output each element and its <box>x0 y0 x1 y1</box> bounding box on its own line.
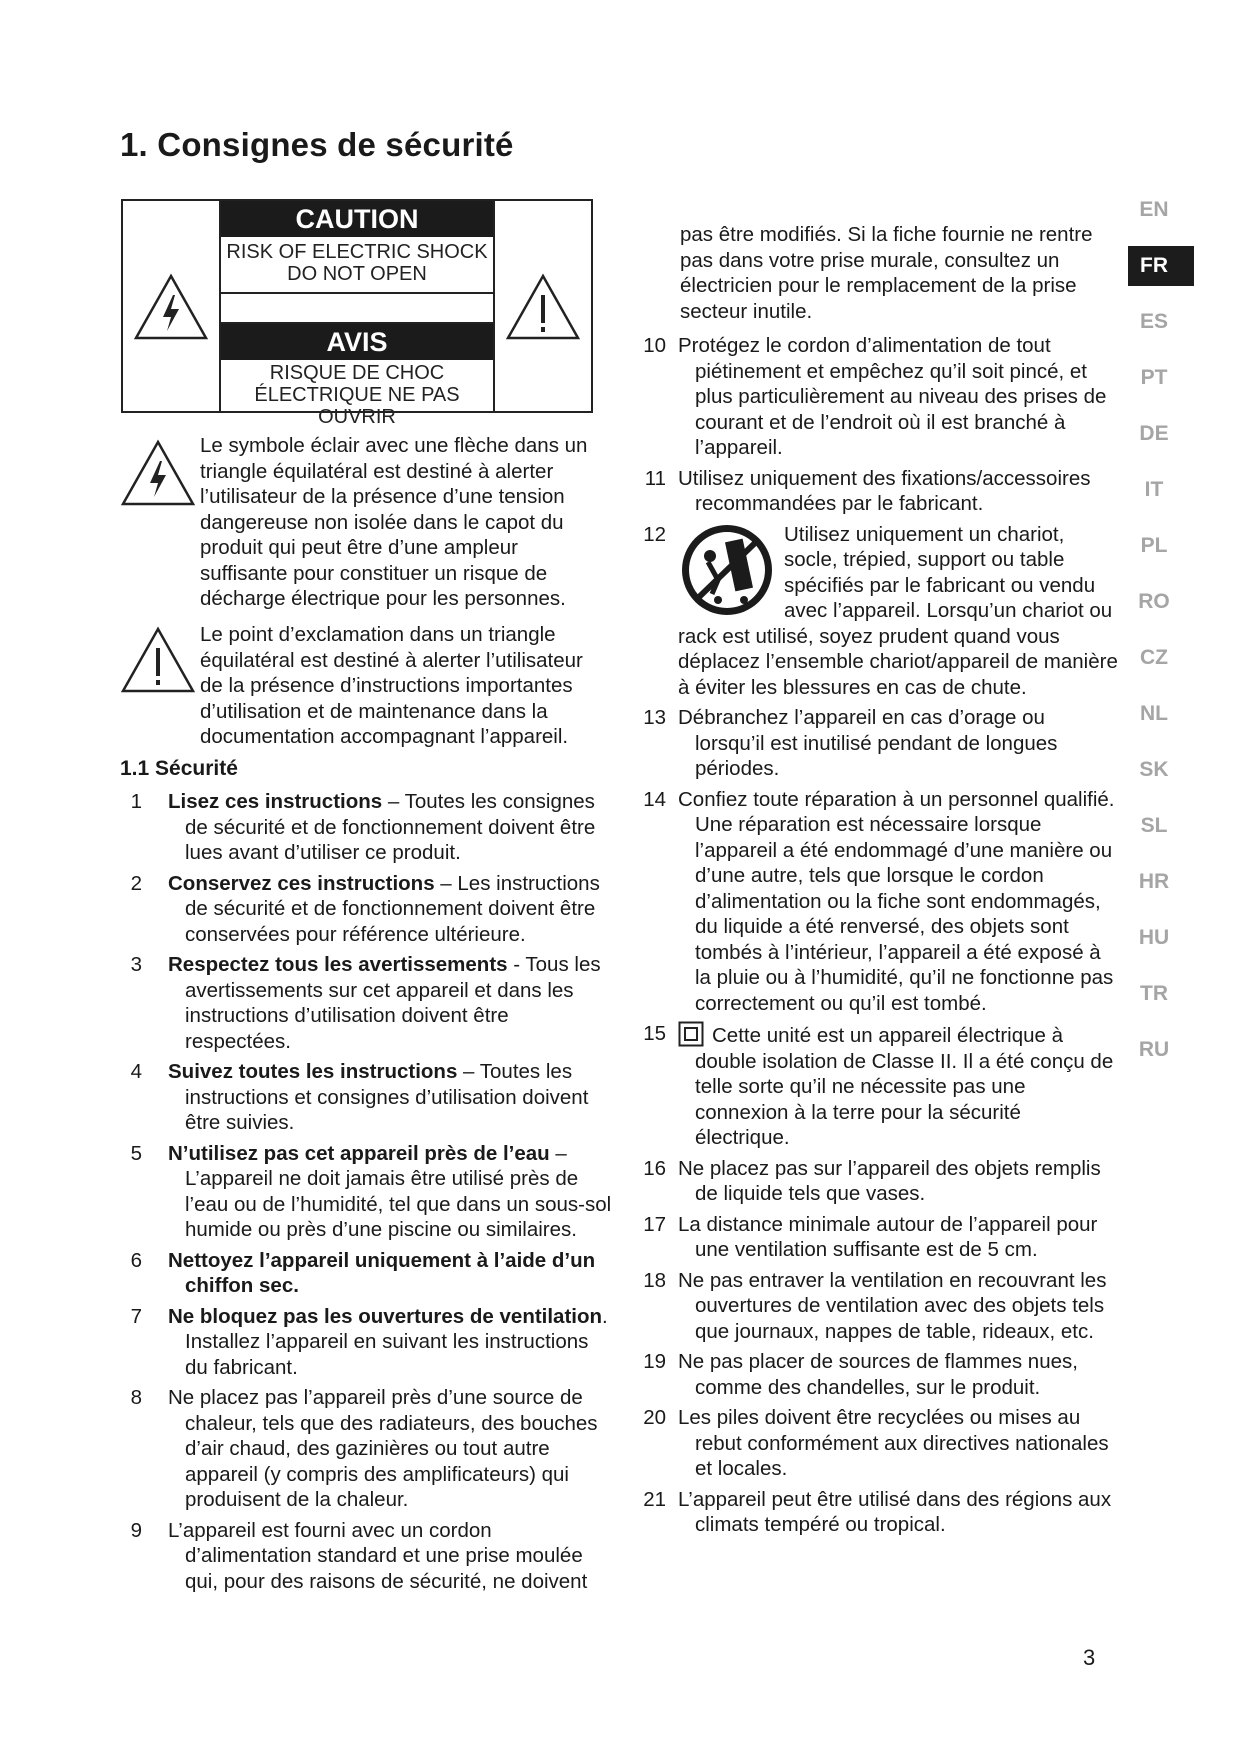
exclamation-triangle-icon <box>120 626 196 694</box>
list-item: 13 Débranchez l’appareil en cas d’orage ou lorsqu’il est inutilisé pendant de longues périodes. <box>643 706 1058 780</box>
list-item: 14 Confiez toute réparation à un personnel qualifié. Une réparation est nécessaire lorsque l’appareil a été endommagé d’une manière ou d’une autre, tels que lorsque le cordon d’alimentation ou la fiche sont endommagés, du liquide a été renversé, des objets sont tombés à l’intérieur, l’appareil a été exposé à la pluie ou à l’humidité, qu’il ne fonctionne pas correctement ou qu’il est tombé. <box>643 787 1115 1015</box>
caution-label-box <box>121 199 593 428</box>
list-item: 8 Ne placez pas l’appareil près d’une source de chaleur, tels que des radiateurs, des bouches d’air chaud, des gazinières ou tout autre appareil (y compris des amplificateurs) qui produisent de la chaleur. <box>130 1386 598 1511</box>
tab-lang-hu[interactable]: HU <box>1138 926 1170 949</box>
list-item: 5 N’utilisez pas cet appareil près de l’eau – L’appareil ne doit jamais être utilisé près de l’eau ou de l’humidité, tel que dans un sous-sol humide ou près d’une piscine ou similaires. <box>130 1141 612 1241</box>
tab-lang-ru[interactable]: RU <box>1138 1038 1170 1061</box>
tab-lang-tr[interactable]: TR <box>1140 982 1168 1005</box>
list-item: 12 Utilisez uniquement un chariot, socle, trépied, support ou table spécifiés par le fabricant ou vendu avec l’appareil. Lorsqu’un chariot ou rack est utilisé, soyez prudent quand vous déplacez l’ensemble chariot/appareil de manière à éviter les blessures en cas de chute. <box>643 522 1118 699</box>
tab-lang-es[interactable]: ES <box>1139 310 1168 333</box>
double-insulation-icon <box>678 1021 704 1047</box>
tab-lang-pt[interactable]: PT <box>1140 366 1168 389</box>
list-item: 20 Les piles doivent être recyclées ou mises au rebut conformément aux directives nationales et locales. <box>643 1406 1109 1480</box>
tab-lang-en[interactable]: EN <box>1139 198 1169 221</box>
list-item: 16 Ne placez pas sur l’appareil des objets remplis de liquide tels que vases. <box>643 1156 1101 1205</box>
tab-lang-pl[interactable]: PL <box>1140 534 1168 557</box>
exclamation-warning-icon <box>505 273 581 341</box>
list-item: 21 L’appareil peut être utilisé dans des régions aux climats tempéré ou tropical. <box>643 1487 1112 1536</box>
tab-lang-de[interactable]: DE <box>1139 422 1169 445</box>
lightning-warning-icon <box>133 273 209 341</box>
list-item: 18 Ne pas entraver la ventilation en recouvrant les ouvertures de ventilation avec des objets tels que journaux, nappes de table, rideaux, etc. <box>643 1268 1107 1343</box>
avis-heading: AVIS <box>221 324 493 360</box>
lightning-triangle-icon <box>120 439 196 507</box>
page-number: 3 <box>1083 1645 1096 1670</box>
list-item: 17 La distance minimale autour de l’appareil pour une ventilation suffisante est de 5 cm. <box>643 1212 1098 1261</box>
safety-list-left <box>120 789 616 1599</box>
item-9-continuation: pas être modifiés. Si la fiche fournie ne rentre pas dans votre prise murale, consultez un électricien pour le remplacement de la prise secteur inutile. <box>680 223 1093 323</box>
list-item: 3 Respectez tous les avertissements - Tous les avertissements sur cet appareil et dans les instructions d’utilisation doivent être respectées. <box>130 953 601 1053</box>
lightning-symbol-description: Le symbole éclair avec une flèche dans un triangle équilatéral est destiné à alerter l’utilisateur de la présence d’une tension dangereuse non isolée dans le capot du produit qui peut être d’une ampleur suffisante pour constituer un risque de décharge électrique pour les personnes. <box>120 433 600 612</box>
list-item: 6 Nettoyez l’appareil uniquement à l’aide d’un chiffon sec. <box>130 1248 596 1297</box>
caution-center-panel <box>219 201 495 428</box>
list-item: 11 Utilisez uniquement des fixations/accessoires recommandées par le fabricant. <box>644 466 1091 515</box>
tab-lang-cz[interactable]: CZ <box>1140 646 1168 669</box>
page-title: 1. Consignes de sécurité <box>120 126 514 163</box>
list-item: 15 Cette unité est un appareil électrique à double isolation de Classe II. Il a été conçu de telle sorte qu’il ne nécessite pas une connexion à la terre pour la sécurité électrique. <box>643 1022 1114 1149</box>
list-item: 2 Conservez ces instructions – Les instructions de sécurité et de fonctionnement doivent être conservées pour référence ultérieure. <box>130 871 600 946</box>
list-item: 1 Lisez ces instructions – Toutes les consignes de sécurité et de fonctionnement doivent être lues avant d’utiliser ce produit. <box>130 790 596 864</box>
tab-lang-fr[interactable]: FR <box>1128 246 1194 286</box>
exclamation-symbol-description: Le point d’exclamation dans un triangle équilatéral est destiné à alerter l’utilisateur de la présence d’instructions importantes d’utilisation et de maintenance dans la documentation accompagnant l’appareil. <box>120 622 600 750</box>
avis-text: RISQUE DE CHOC ÉLECTRIQUE NE PAS OUVRIR <box>254 362 460 428</box>
tab-lang-ro[interactable]: RO <box>1138 590 1170 613</box>
cart-tip-over-icon <box>678 522 776 618</box>
language-tabs <box>1128 190 1194 1086</box>
list-item: 10 Protégez le cordon d’alimentation de tout piétinement et empêchez qu’il soit pincé, et plus particulièrement au niveau des prises de courant et de l’endroit où il est branché à l’appareil. <box>643 334 1107 459</box>
list-item: 4 Suivez toutes les instructions – Toutes les instructions et consignes d’utilisation doivent être suivies. <box>130 1060 589 1134</box>
caution-heading: CAUTION <box>221 201 493 237</box>
tab-lang-nl[interactable]: NL <box>1140 702 1168 725</box>
tab-lang-sl[interactable]: SL <box>1140 814 1168 837</box>
list-item: 19 Ne pas placer de sources de flammes nues, comme des chandelles, sur le produit. <box>643 1350 1078 1399</box>
caution-divider <box>221 294 493 324</box>
tab-lang-sk[interactable]: SK <box>1139 758 1169 781</box>
caution-text: RISK OF ELECTRIC SHOCK DO NOT OPEN <box>221 237 493 294</box>
list-item: 7 Ne bloquez pas les ouvertures de ventilation. Installez l’appareil en suivant les instructions du fabricant. <box>130 1304 608 1379</box>
list-item: 9 L’appareil est fourni avec un cordon d’alimentation standard et une prise moulée qui, pour des raisons de sécurité, ne doivent <box>130 1518 588 1593</box>
tab-lang-it[interactable]: IT <box>1144 478 1164 501</box>
safety-list-right <box>640 333 1120 1543</box>
section-heading: 1.1 Sécurité <box>120 757 238 780</box>
tab-lang-hr[interactable]: HR <box>1138 870 1170 893</box>
